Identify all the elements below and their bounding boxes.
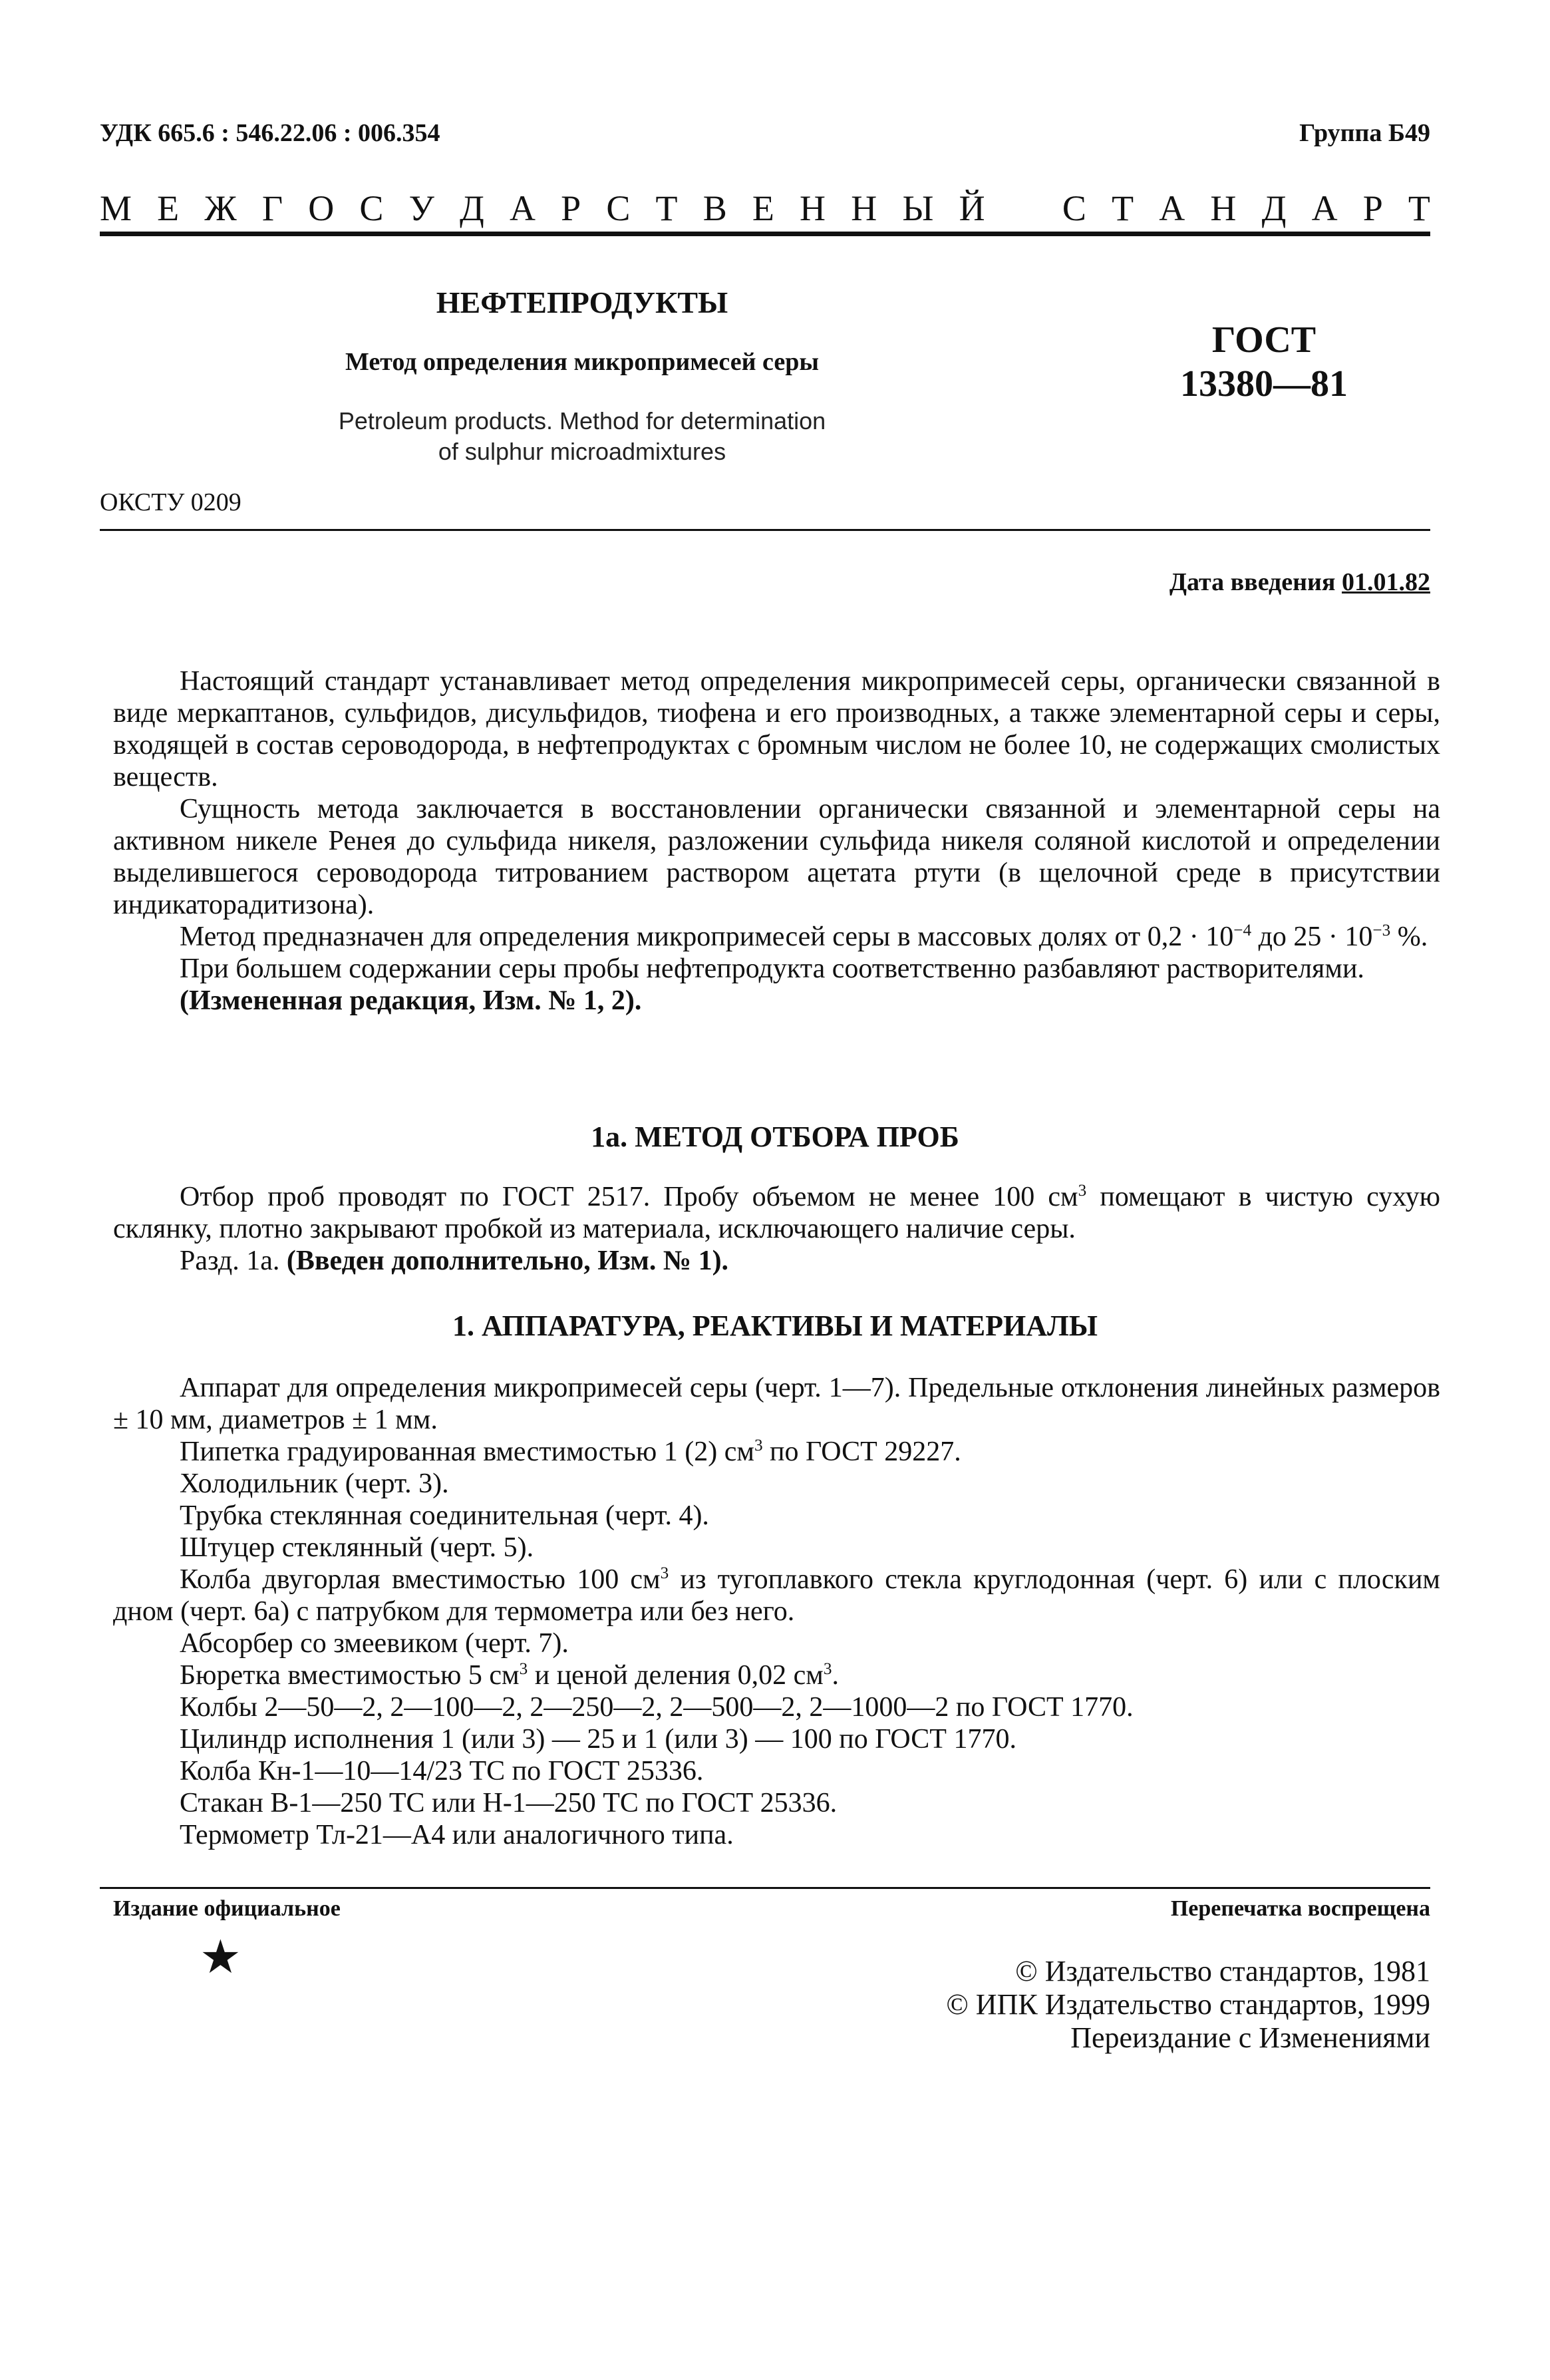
official-edition: Издание официальное: [113, 1896, 341, 1921]
item-flasks: Колбы 2—50—2, 2—100—2, 2—250—2, 2—500—2, 2—1000—2 по ГОСТ 1770.: [180, 1692, 1134, 1723]
introduction-date: [1169, 568, 1430, 597]
reissue-note: Переиздание с Изменениями: [1070, 2021, 1430, 2054]
banner-letter: В: [702, 188, 727, 228]
exponent-2: −3: [1372, 922, 1391, 939]
banner-letter: О: [308, 188, 335, 228]
banner-letter: Е: [752, 188, 774, 228]
star-icon: ★: [200, 1932, 241, 1983]
section-1-block: [113, 1372, 1440, 1851]
item-flask-a: Колба двугорлая вместимостью 100 см: [180, 1564, 661, 1595]
banner-letter: Д: [459, 188, 484, 228]
header-rule: [100, 232, 1430, 236]
item-fitting: Штуцер стеклянный (черт. 5).: [180, 1532, 534, 1563]
s1a-p2-part-a: Разд. 1а.: [180, 1246, 287, 1276]
copyright-block: [946, 1955, 1430, 2055]
banner-letter: У: [408, 188, 434, 228]
item-flask: [113, 1564, 1440, 1627]
banner-letter: Т: [655, 188, 678, 228]
english-title-line-1: Petroleum products. Method for determination: [338, 407, 826, 434]
exponent-1: −4: [1233, 922, 1252, 939]
banner-letter: М: [100, 188, 132, 228]
copyright-1981: © Издательство стандартов, 1981: [1015, 1955, 1430, 1987]
english-title: [0, 406, 1164, 467]
date-label: Дата введения: [1169, 568, 1336, 596]
section-1a-paragraph-2: [113, 1245, 1440, 1277]
title-rule: [100, 529, 1430, 531]
intro-p3-part-c: %.: [1390, 922, 1428, 952]
s1a-p1-part-a: Отбор проб проводят по ГОСТ 2517. Пробу объемом не менее 100 см: [180, 1182, 1078, 1212]
item-pipette-a: Пипетка градуированная вместимостью 1 (2) см: [180, 1437, 754, 1467]
document-subtitle: Метод определения микропримесей серы: [345, 348, 820, 376]
item-pipette: [113, 1436, 1440, 1468]
banner-letter: Н: [851, 188, 877, 228]
date-value: 01.01.82: [1342, 568, 1430, 596]
banner-letter: Н: [800, 188, 826, 228]
intro-paragraph-3: [113, 921, 1440, 953]
cm3-sup: 3: [1078, 1182, 1087, 1200]
item-kn-flask: Колба Кн-1—10—14/23 ТС по ГОСТ 25336.: [180, 1756, 704, 1786]
banner-letter: Е: [157, 188, 180, 228]
banner-letter: Ы: [902, 188, 934, 228]
standard-banner: [100, 188, 1430, 229]
banner-letter: Н: [1210, 188, 1237, 228]
banner-letter: [1010, 188, 1037, 229]
intro-paragraph-1: Настоящий стандарт устанавливает метод определения микропримесей серы, органически связанной в виде меркаптанов, сульфидов, дисульфидов, тиофена и его производных, а также элементарной серы и серы, входящей в состав сероводорода, в нефтепродуктах с бромным числом не более 10, не содержащих смолистых веществ.: [113, 666, 1440, 792]
amendment-note: (Измененная редакция, Изм. № 1, 2).: [180, 985, 642, 1016]
banner-letter: А: [1311, 188, 1338, 228]
banner-letter: Г: [261, 188, 283, 228]
item-pipette-b: по ГОСТ 29227.: [762, 1437, 961, 1467]
banner-letter: А: [509, 188, 536, 228]
english-title-line-2: of sulphur microadmixtures: [438, 438, 726, 465]
section-1-paragraph-1: Аппарат для определения микропримесей серы (черт. 1—7). Предельные отклонения линейных размеров ± 10 мм, диаметров ± 1 мм.: [113, 1373, 1440, 1435]
banner-letter: Й: [959, 188, 985, 228]
gost-number: 13380—81: [1180, 363, 1348, 405]
section-1a-block: [113, 1181, 1440, 1277]
item-flask-b: из тугоплавкого стекла круглодонная (черт. 6) или с плоским дном (черт. 6а) с патрубком для термометра или без него.: [113, 1564, 1441, 1627]
item-burette-a: Бюретка вместимостью 5 см: [180, 1660, 520, 1691]
banner-letter: С: [1062, 188, 1086, 228]
footer-rule: [100, 1887, 1430, 1889]
udk-code: УДК 665.6 : 546.22.06 : 006.354: [100, 119, 440, 147]
banner-letter: С: [606, 188, 631, 228]
item-burette: [113, 1659, 1440, 1691]
s1a-p2-part-b: (Введен дополнительно, Изм. № 1).: [286, 1246, 729, 1276]
gost-designation: [1131, 318, 1397, 406]
intro-block: [113, 665, 1440, 1017]
section-1a-title: 1а. МЕТОД ОТБОРА ПРОБ: [591, 1120, 959, 1153]
intro-p3-part-b: до 25 · 10: [1251, 922, 1373, 952]
item-burette-b: и ценой деления 0,02 см: [528, 1660, 824, 1691]
okstu-code: ОКСТУ 0209: [100, 488, 241, 516]
banner-letter: Д: [1261, 188, 1287, 228]
reprint-prohibited: Перепечатка воспрещена: [1170, 1896, 1430, 1921]
banner-letter: Р: [1362, 188, 1383, 228]
banner-letter: Р: [561, 188, 581, 228]
item-beaker: Стакан В-1—250 ТС или Н-1—250 ТС по ГОСТ 25336.: [180, 1788, 838, 1818]
intro-paragraph-4: При большем содержании серы пробы нефтепродукта соответственно разбавляют растворителями.: [180, 953, 1364, 984]
sup: 3: [823, 1660, 832, 1678]
section-1-title: 1. АППАРАТУРА, РЕАКТИВЫ И МАТЕРИАЛЫ: [452, 1309, 1098, 1342]
intro-paragraph-2: Сущность метода заключается в восстановлении органически связанной и элементарной серы на активном никеле Ренея до сульфида никеля, разложении сульфида никеля соляной кислотой и определении выделившегося сероводорода титрованием раствором ацетата ртути (в щелочной среде в присутствии индикаторадитизона).: [113, 794, 1440, 920]
banner-letter: А: [1159, 188, 1185, 228]
banner-letter: Ж: [204, 188, 237, 228]
item-cooler: Холодильник (черт. 3).: [180, 1468, 449, 1499]
sup: 3: [519, 1660, 528, 1678]
item-thermometer: Термометр Тл-21—А4 или аналогичного типа.: [180, 1820, 734, 1850]
sup: 3: [754, 1437, 763, 1454]
sup: 3: [660, 1564, 669, 1582]
banner-letter: С: [359, 188, 384, 228]
item-burette-c: .: [832, 1660, 839, 1691]
item-tube: Трубка стеклянная соединительная (черт. 4).: [180, 1500, 709, 1531]
gost-label: ГОСТ: [1211, 319, 1317, 361]
section-1a-paragraph-1: [113, 1181, 1440, 1245]
item-absorber: Абсорбер со змеевиком (черт. 7).: [180, 1628, 569, 1659]
item-cylinder: Цилиндр исполнения 1 (или 3) — 25 и 1 (или 3) — 100 по ГОСТ 1770.: [180, 1724, 1016, 1755]
banner-letter: Т: [1408, 188, 1430, 228]
copyright-1999: © ИПК Издательство стандартов, 1999: [946, 1988, 1430, 2021]
group-code: Группа Б49: [1299, 119, 1430, 147]
document-title: НЕФТЕПРОДУКТЫ: [436, 285, 728, 319]
s1a-p1-part-b: помещают в чистую сухую склянку, плотно закрывают пробкой из материала, исключающего наличие серы.: [113, 1182, 1441, 1244]
intro-p3-part-a: Метод предназначен для определения микропримесей серы в массовых долях от 0,2 · 10: [180, 922, 1234, 952]
banner-letter: Т: [1112, 188, 1134, 228]
